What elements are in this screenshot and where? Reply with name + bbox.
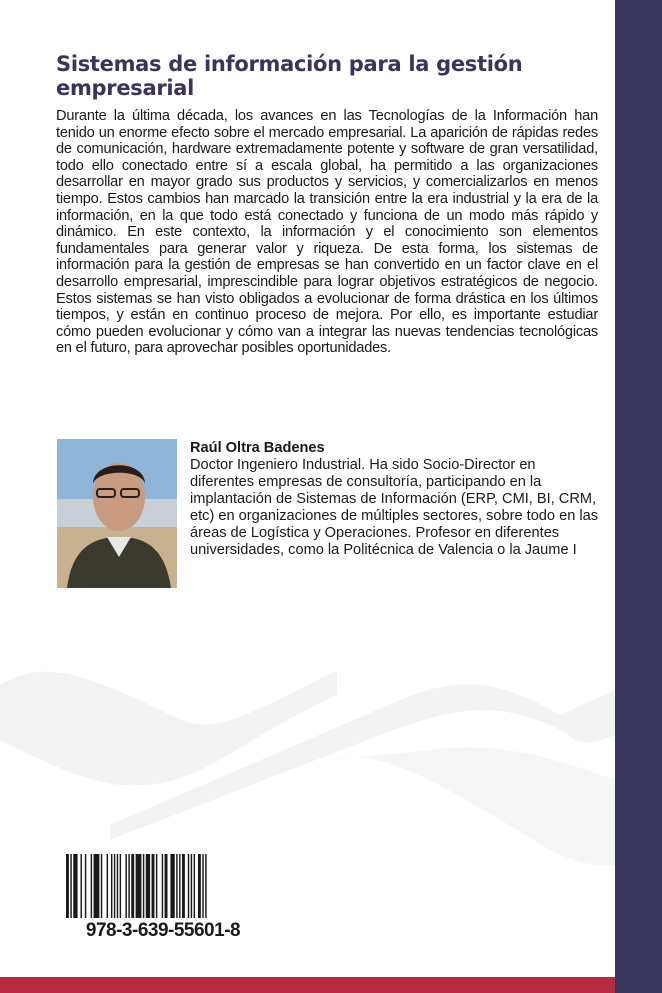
background-wave-graphic: [0, 640, 615, 880]
author-name: Raúl Oltra Badenes: [190, 440, 325, 456]
author-photo: [57, 439, 177, 588]
author-section: [190, 440, 600, 559]
book-title: Sistemas de información para la gestión empresarial: [56, 52, 523, 100]
author-bio: Doctor Ingeniero Industrial. Ha sido Socio-Director en diferentes empresas de consultoría, participando en la implantación de Sistemas de Información (ERP, CMI, BI, CRM, etc) en organizaciones de múltiples sectores, sobre todo en las áreas de Logística y Operaciones. Profesor en diferentes universidades, como la Politécnica de Valencia o la Jaume I: [190, 457, 599, 558]
book-spine: [615, 0, 662, 993]
book-description: Durante la última década, los avances en las Tecnologías de la Información han tenido un enorme efecto sobre el mercado empresarial. La aparición de rápidas redes de comunicación, hardware extremadamente potente y software de gran versatilidad, todo ello conectado entre sí a escala global, ha permitido a las organizaciones desarrollar en mayor grado sus productos y servicios, y comercializarlos en menos tiempo. Estos cambios han marcado la transición entre la era industrial y la era de la información, en la que todo está conectado y funciona de un modo más rápido y dinámico. En este contexto, la información y el conocimiento son elementos fundamentales para generar valor y riqueza. De esta forma, los sistemas de información para la gestión de empresas se han convertido en un factor clave en el desarrollo empresarial, imprescindible para lograr objetivos estratégicos de negocio. Estos sistemas se han visto obligados a evolucionar de forma drástica en los últimos tiempos, y están en continuo proceso de mejora. Por ello, es importante estudiar cómo pueden evolucionar y cómo van a integrar las nuevas tendencias tecnológicas en el futuro, para aprovechar posibles oportunidades.: [56, 108, 598, 357]
accent-bar: [0, 977, 615, 993]
isbn-number: 978-3-639-55601-8: [85, 920, 241, 941]
